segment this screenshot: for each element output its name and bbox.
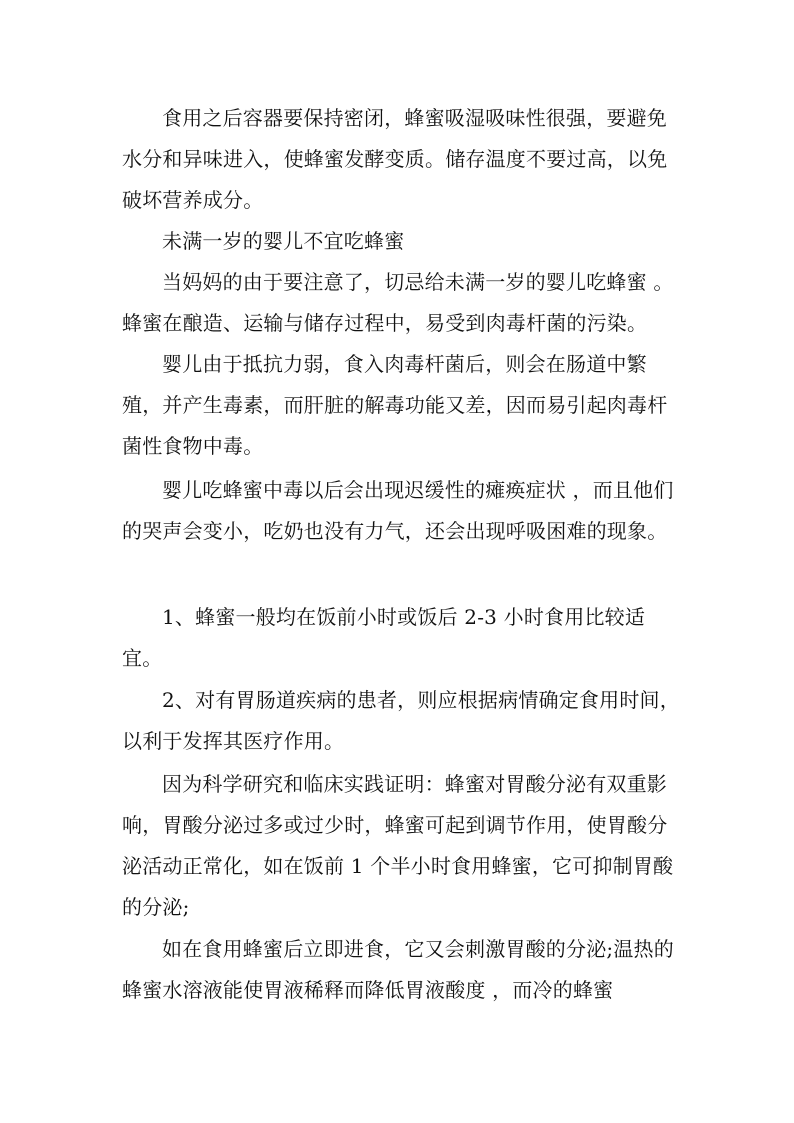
paragraph-tip-1: 1、蜂蜜一般均在饭前小时或饭后 2-3 小时食用比较适宜。: [122, 605, 646, 670]
paragraph-mother-warning: 当妈妈的由于要注意了，切忌给未满一岁的婴儿吃蜂蜜 。蜂蜜在酿造、运输与储存过程中，易受到肉毒杆菌的污染。: [122, 270, 674, 335]
section-heading-infant: 未满一岁的婴儿不宜吃蜂蜜: [162, 229, 405, 253]
paragraph-poisoning-symptoms: 婴儿吃蜂蜜中毒以后会出现迟缓性的瘫痪症状 ，而且他们的哭声会变小，吃奶也没有力气，还会出现呼吸困难的现象。: [122, 478, 674, 543]
paragraph-tip-2: 2、对有胃肠道疾病的患者，则应根据病情确定食用时间，以利于发挥其医疗作用。: [122, 688, 680, 753]
paragraph-gastric-acid: 因为科学研究和临床实践证明：蜂蜜对胃酸分泌有双重影响，胃酸分泌过多或过少时，蜂蜜可起到调节作用，使胃酸分泌活动正常化，如在饭前 1 个半小时食用蜂蜜，它可抑制胃酸的分泌;: [122, 772, 674, 919]
paragraph-after-eating: 如在食用蜂蜜后立即进食，它又会刺激胃酸的分泌;温热的蜂蜜水溶液能使胃液稀释而降低胃液酸度 ，而冷的蜂蜜: [122, 937, 674, 1002]
paragraph-storage: 食用之后容器要保持密闭，蜂蜜吸湿吸味性很强，要避免水分和异味进入，使蜂蜜发酵变质。储存温度不要过高，以免破坏营养成分。: [122, 106, 668, 212]
paragraph-infant-botulism: 婴儿由于抵抗力弱，食入肉毒杆菌后，则会在肠道中繁殖，并产生毒素，而肝脏的解毒功能又差，因而易引起肉毒杆菌性食物中毒。: [122, 352, 668, 458]
